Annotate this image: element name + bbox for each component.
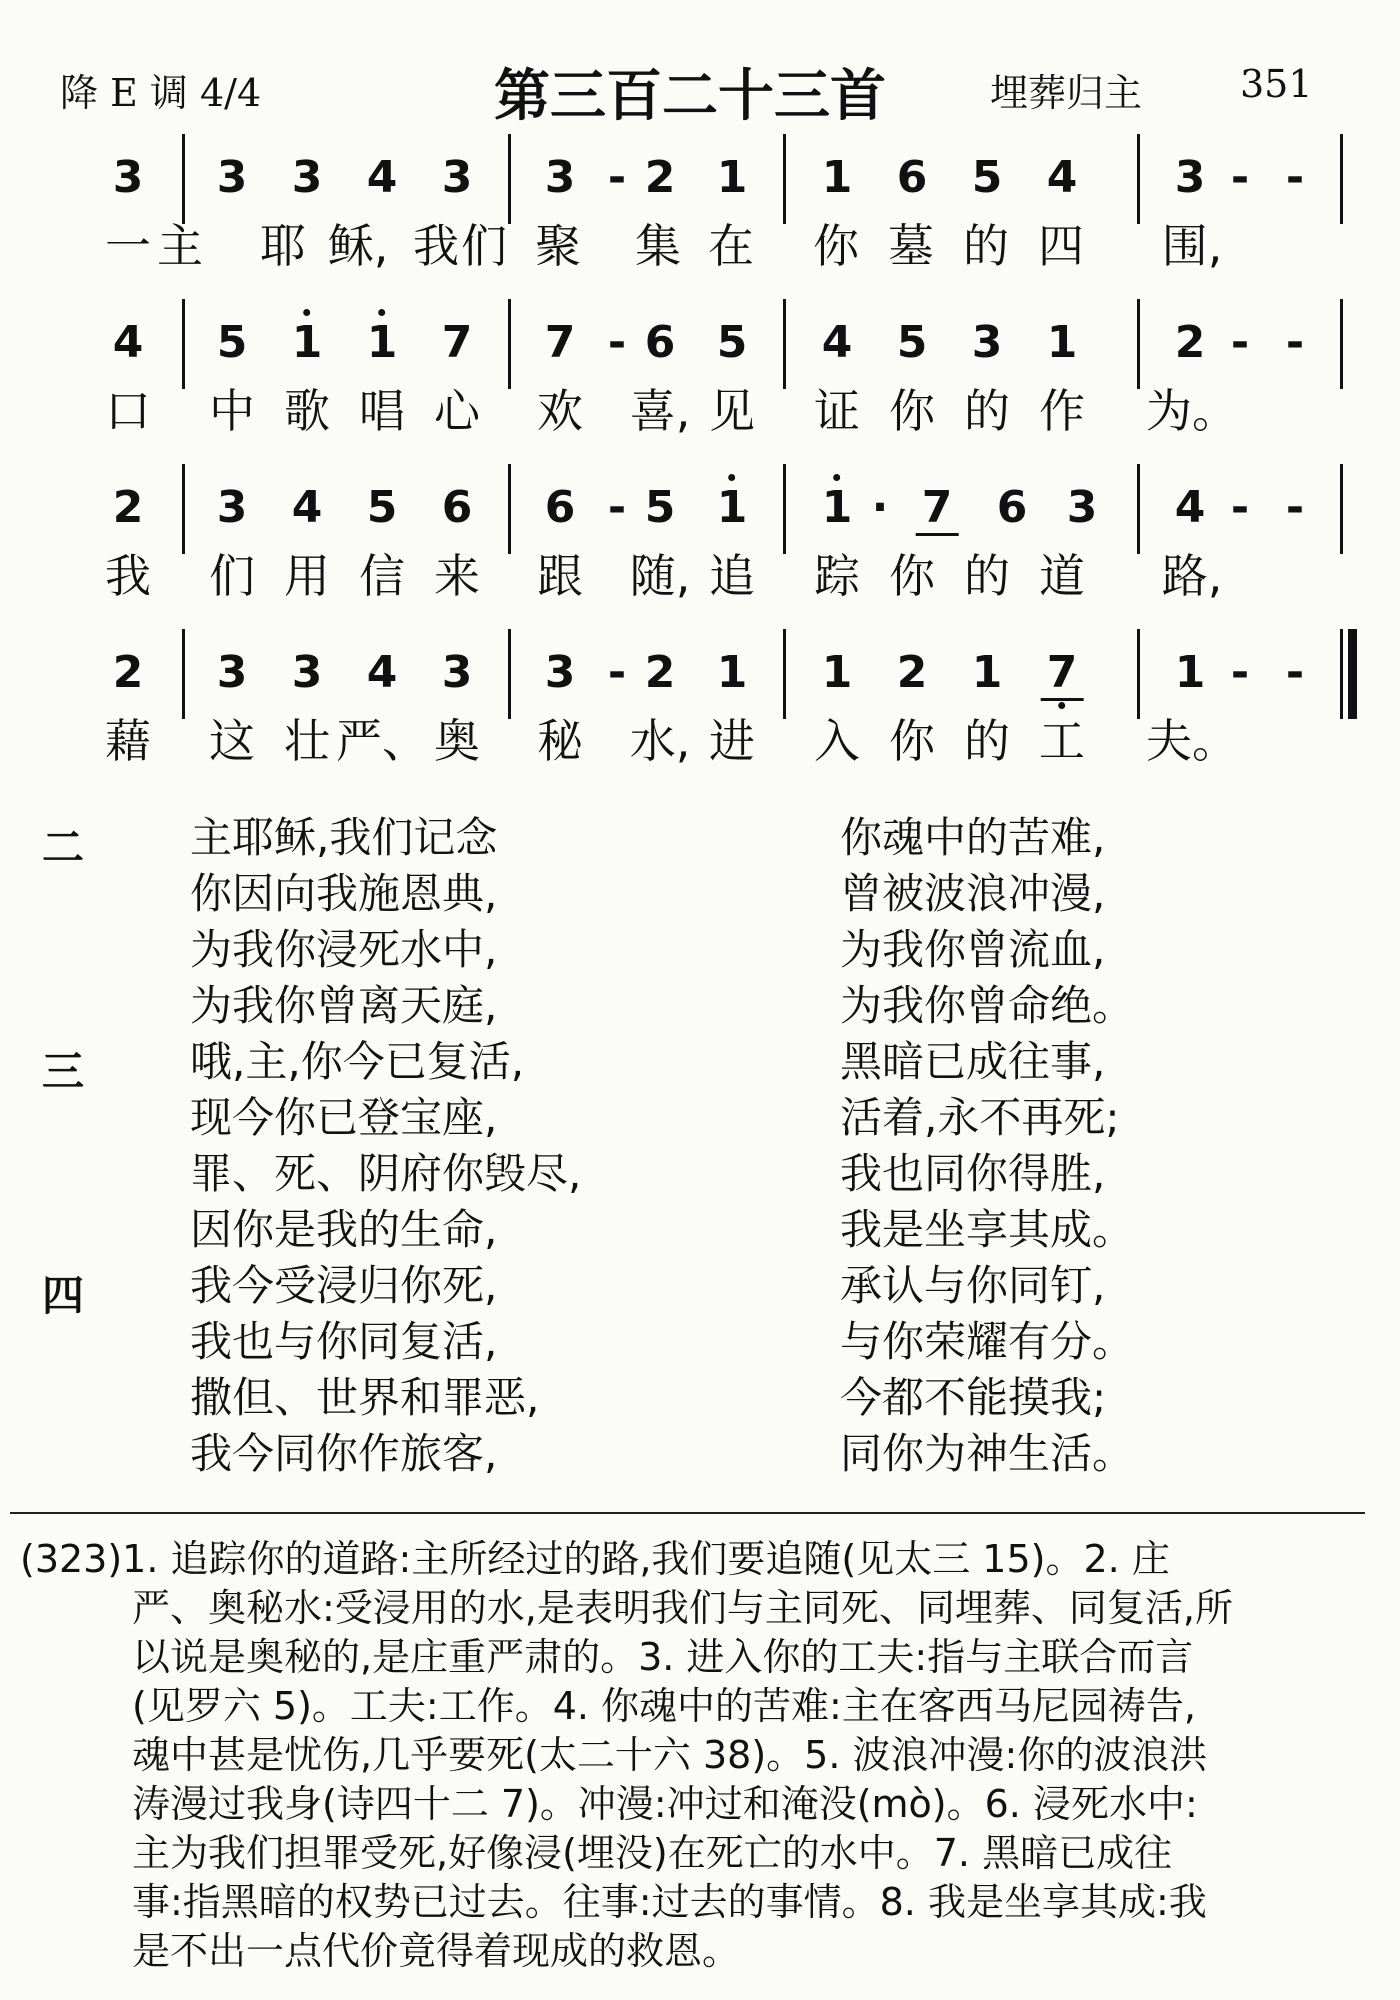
- bar-line: [1137, 134, 1140, 224]
- note: 3: [112, 152, 144, 203]
- lyric-char: 我: [105, 549, 151, 603]
- lyric-char: 心: [434, 384, 480, 438]
- lyric-char: 秘: [537, 714, 583, 768]
- note: 7: [441, 317, 473, 368]
- bar-line: [783, 464, 786, 554]
- lyric-char: 作: [1039, 384, 1085, 438]
- lyric-char: 四: [1038, 219, 1084, 273]
- note: -: [1230, 482, 1250, 533]
- bar-line: [508, 464, 511, 554]
- note: -: [607, 152, 627, 203]
- footnote-line: 主为我们担罪受死,好像浸(埋没)在死亡的水中。7. 黑暗已成往: [132, 1831, 1173, 1875]
- verse-line: 现今你已登宝座,: [190, 1093, 498, 1142]
- bar-line: [182, 464, 185, 554]
- note: 4: [291, 482, 323, 533]
- lyric-char: 随,: [629, 549, 691, 603]
- verse-number: 四: [42, 1271, 85, 1320]
- lyric-char: 的: [964, 714, 1010, 768]
- verse-line: 曾被波浪冲漫,: [840, 869, 1106, 918]
- verse-line: 罪、死、阴府你毁尽,: [190, 1149, 582, 1198]
- note: 3: [544, 647, 576, 698]
- note: 1: [367, 313, 398, 373]
- verse-line: 黑暗已成往事,: [840, 1037, 1106, 1086]
- lyric-char: 水,: [629, 714, 691, 768]
- lyric-char: 藉: [105, 714, 151, 768]
- bar-line: [1340, 299, 1343, 389]
- lyric-char: 用: [284, 549, 330, 603]
- verse-line: 承认与你同钉,: [840, 1261, 1106, 1310]
- lyric-char: 耶: [260, 219, 306, 273]
- note: 1: [971, 647, 1003, 698]
- verse-number: 三: [42, 1047, 85, 1096]
- note: 2: [112, 482, 144, 533]
- page-number: 351: [1240, 62, 1313, 106]
- lyric-char: 我: [413, 219, 459, 273]
- bar-line: [1137, 464, 1140, 554]
- note: 6: [644, 317, 676, 368]
- note: -: [607, 647, 627, 698]
- footnote-line: 以说是奥秘的,是庄重严肃的。3. 进入你的工夫:指与主联合而言: [132, 1635, 1194, 1679]
- verse-line: 哦,主,你今已复活,: [190, 1037, 525, 1086]
- footnote-line: 魂中甚是忧伤,几乎要死(太二十六 38)。5. 波浪冲漫:你的波浪洪: [132, 1733, 1208, 1777]
- note: 5: [216, 317, 248, 368]
- note: 4: [821, 317, 853, 368]
- lyric-char: 夫。: [1146, 714, 1238, 768]
- lyric-char: 墓: [888, 219, 934, 273]
- verse-line: 今都不能摸我;: [840, 1373, 1107, 1422]
- note: 7: [544, 317, 576, 368]
- footnote-line: (见罗六 5)。工夫:工作。4. 你魂中的苦难:主在客西马尼园祷告,: [132, 1684, 1196, 1728]
- note: 1: [821, 647, 853, 698]
- verse-line: 你因向我施恩典,: [190, 869, 498, 918]
- note: 3: [1066, 482, 1098, 533]
- note: 1: [822, 478, 853, 538]
- verse-line: 我也同你得胜,: [840, 1149, 1106, 1198]
- note: -: [1230, 317, 1250, 368]
- lyric-char: 在: [708, 219, 754, 273]
- bar-line: [783, 629, 786, 719]
- lyric-char: 的: [964, 384, 1010, 438]
- bar-line: [1340, 134, 1343, 224]
- note: 1: [716, 152, 748, 203]
- verse-line: 为我你曾命绝。: [840, 981, 1135, 1030]
- bar-line: [508, 134, 511, 224]
- verse-line: 我也与你同复活,: [190, 1317, 498, 1366]
- lyric-char: 一: [105, 219, 151, 273]
- octave-dot: [379, 309, 386, 316]
- lyric-row: [0, 383, 1400, 443]
- note: 2: [112, 647, 144, 698]
- verse-line: 为我你浸死水中,: [190, 925, 498, 974]
- note: -: [1285, 317, 1305, 368]
- verse-line: 活着,永不再死;: [840, 1093, 1120, 1142]
- lyric-row: [0, 218, 1400, 278]
- note: 6: [544, 482, 576, 533]
- note: 5: [716, 317, 748, 368]
- note: 3: [216, 152, 248, 203]
- note: 5: [896, 317, 928, 368]
- lyric-char: 歌: [284, 384, 330, 438]
- duration-underline: [1041, 698, 1084, 701]
- lyric-char: 为。: [1146, 384, 1238, 438]
- lyric-char: 踪: [814, 549, 860, 603]
- verse-line: 撒但、世界和罪恶,: [190, 1373, 540, 1422]
- footnote-line: 是不出一点代价竟得着现成的救恩。: [132, 1929, 741, 1973]
- note: 3: [291, 647, 323, 698]
- lyric-char: 跟: [537, 549, 583, 603]
- notation-row: [0, 148, 1400, 218]
- octave-dot: [1059, 702, 1066, 709]
- lyric-char: 唱: [359, 384, 405, 438]
- lyric-char: 进: [709, 714, 755, 768]
- note: 3: [971, 317, 1003, 368]
- bar-line: [1340, 464, 1343, 554]
- hymn-subject: 埋葬归主: [990, 71, 1143, 115]
- lyric-char: 奥: [434, 714, 480, 768]
- divider: [10, 1512, 1365, 1514]
- verse-line: 同你为神生活。: [840, 1429, 1135, 1478]
- lyric-char: 来: [434, 549, 480, 603]
- note: 5: [644, 482, 676, 533]
- note: 2: [1174, 317, 1206, 368]
- lyric-char: 壮: [284, 714, 330, 768]
- note: 1: [716, 647, 748, 698]
- note: 4: [366, 152, 398, 203]
- note: 1: [292, 313, 323, 373]
- verse-line: 我今同你作旅客,: [190, 1429, 498, 1478]
- lyric-char: 口: [105, 384, 151, 438]
- note: 3: [216, 482, 248, 533]
- note: 1: [821, 152, 853, 203]
- lyric-char: 这: [209, 714, 255, 768]
- notation-row: [0, 313, 1400, 383]
- note: 3: [544, 152, 576, 203]
- octave-dot: [729, 474, 736, 481]
- lyric-char: 你: [813, 219, 859, 273]
- note: -: [1285, 647, 1305, 698]
- note: 1: [717, 478, 748, 538]
- verse-line: 为我你曾流血,: [840, 925, 1106, 974]
- lyric-char: 道: [1039, 549, 1085, 603]
- lyric-char: 证: [814, 384, 860, 438]
- note: 7: [1047, 643, 1078, 703]
- lyric-char: 的: [964, 549, 1010, 603]
- hymn-title: 第三百二十三首: [494, 64, 886, 129]
- lyric-char: 欢: [537, 384, 583, 438]
- lyric-char: 中: [209, 384, 255, 438]
- note: 7: [922, 478, 953, 538]
- verse-line: 我是坐享其成。: [840, 1205, 1135, 1254]
- note: 5: [971, 152, 1003, 203]
- verse-line: 我今受浸归你死,: [190, 1261, 498, 1310]
- lyric-char: 工: [1039, 714, 1085, 768]
- bar-line: [508, 299, 511, 389]
- lyric-char: 们: [461, 219, 507, 273]
- note: 1: [1046, 317, 1078, 368]
- lyric-char: 们: [209, 549, 255, 603]
- note: -: [1285, 482, 1305, 533]
- duration-underline: [916, 533, 959, 536]
- lyric-char: 聚: [535, 219, 581, 273]
- verse-line: 主耶稣,我们记念: [190, 813, 498, 862]
- note: -: [1230, 152, 1250, 203]
- note: 4: [1174, 482, 1206, 533]
- bar-line: [783, 299, 786, 389]
- note: -: [607, 482, 627, 533]
- bar-line: [1340, 629, 1343, 719]
- lyric-row: [0, 713, 1400, 773]
- note: 3: [441, 647, 473, 698]
- lyric-char: 主: [157, 219, 203, 273]
- bar-line: [182, 134, 185, 224]
- note: -: [1285, 152, 1305, 203]
- lyric-char: 信: [359, 549, 405, 603]
- key-signature: 降 E 调 4/4: [60, 71, 262, 115]
- lyric-char: 严、: [336, 714, 428, 768]
- note: 4: [112, 317, 144, 368]
- verse-line: 你魂中的苦难,: [840, 813, 1106, 862]
- note: 6: [996, 482, 1028, 533]
- note: -: [1230, 647, 1250, 698]
- footnote-line: 事:指黑暗的权势已过去。往事:过去的事情。8. 我是坐享其成:我: [132, 1880, 1207, 1924]
- note: 3: [441, 152, 473, 203]
- footnote-line: (323)1. 追踪你的道路:主所经过的路,我们要追随(见太三 15)。2. 庄: [20, 1537, 1170, 1581]
- note: 3: [291, 152, 323, 203]
- verse-line: 因你是我的生命,: [190, 1205, 498, 1254]
- bar-line: [182, 299, 185, 389]
- note: 4: [366, 647, 398, 698]
- notation-row: [0, 478, 1400, 548]
- lyric-char: 的: [963, 219, 1009, 273]
- lyric-row: [0, 548, 1400, 608]
- bar-line: [1137, 629, 1140, 719]
- footnote-line: 涛漫过我身(诗四十二 7)。冲漫:冲过和淹没(mò)。6. 浸死水中:: [132, 1782, 1198, 1826]
- lyric-char: 见: [709, 384, 755, 438]
- note: 1: [1174, 647, 1206, 698]
- lyric-char: 路,: [1161, 549, 1223, 603]
- lyric-char: 围,: [1161, 219, 1223, 273]
- bar-line: [1137, 299, 1140, 389]
- note: 2: [896, 647, 928, 698]
- bar-line: [182, 629, 185, 719]
- note: 2: [644, 152, 676, 203]
- bar-line: [508, 629, 511, 719]
- note: ·: [871, 482, 889, 533]
- note: 4: [1046, 152, 1078, 203]
- lyric-char: 你: [889, 384, 935, 438]
- notation-row: [0, 643, 1400, 713]
- footnote: [20, 1535, 1370, 1976]
- note: 3: [1174, 152, 1206, 203]
- lyric-char: 集: [635, 219, 681, 273]
- lyric-char: 喜,: [629, 384, 691, 438]
- verse-number: 二: [42, 823, 85, 872]
- lyric-char: 入: [814, 714, 860, 768]
- octave-dot: [304, 309, 311, 316]
- note: 2: [644, 647, 676, 698]
- lyric-char: 你: [889, 714, 935, 768]
- bar-line: [783, 134, 786, 224]
- footnote-line: 严、奥秘水:受浸用的水,是表明我们与主同死、同埋葬、同复活,所: [132, 1586, 1233, 1630]
- lyric-char: 追: [709, 549, 755, 603]
- note: -: [607, 317, 627, 368]
- final-bar-line: [1348, 629, 1357, 719]
- lyric-char: 稣,: [327, 219, 389, 273]
- octave-dot: [834, 474, 841, 481]
- note: 6: [441, 482, 473, 533]
- verse-line: 为我你曾离天庭,: [190, 981, 498, 1030]
- lyric-char: 你: [889, 549, 935, 603]
- note: 5: [366, 482, 398, 533]
- note: 3: [216, 647, 248, 698]
- verse-line: 与你荣耀有分。: [840, 1317, 1135, 1366]
- note: 6: [896, 152, 928, 203]
